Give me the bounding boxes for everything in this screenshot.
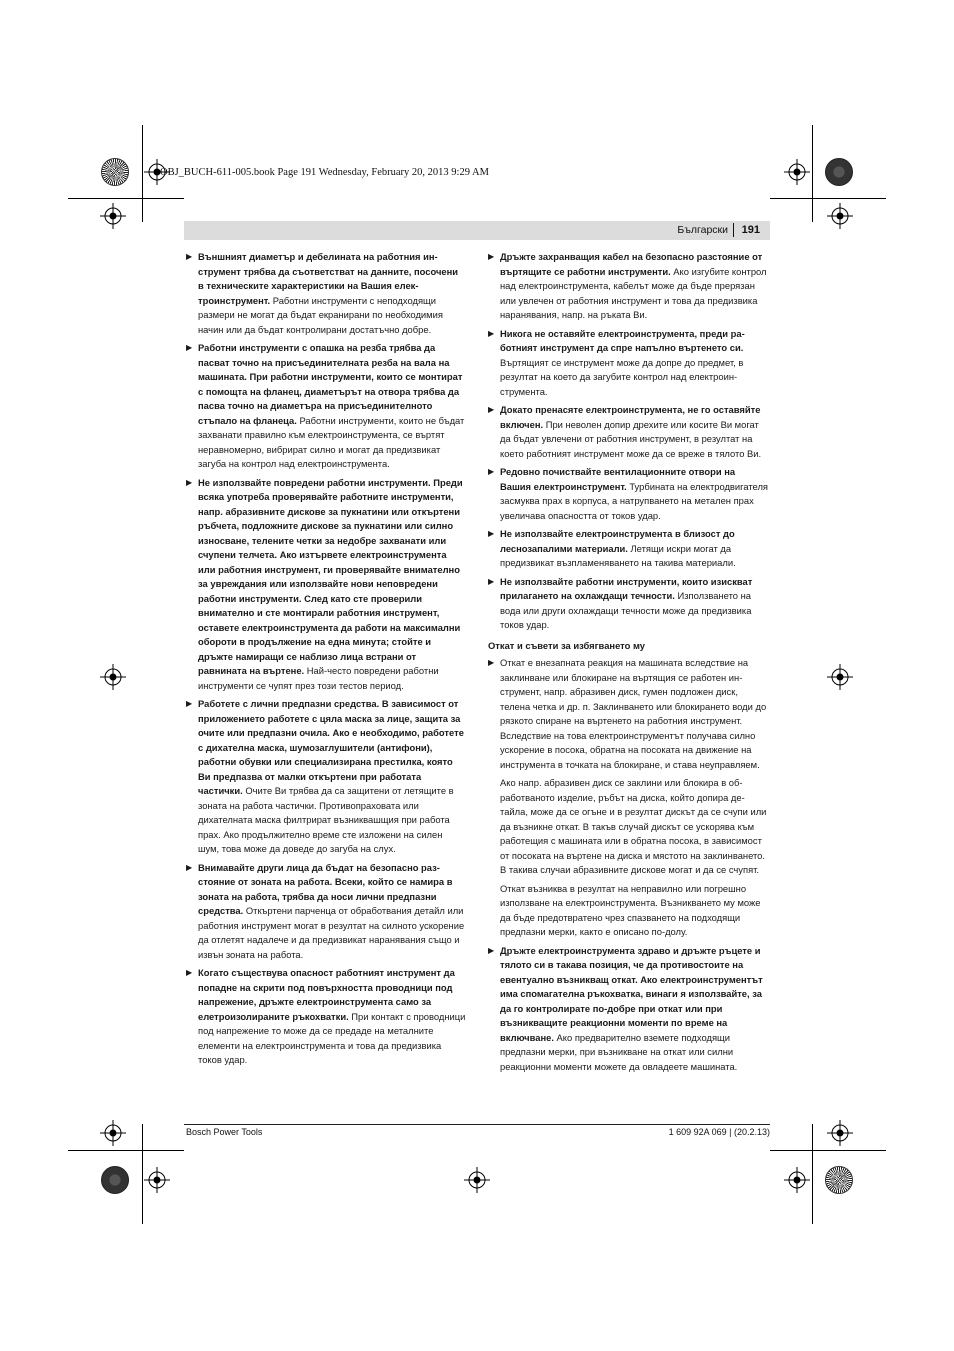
- safety-item-bold: Когато съществува опасност работният инструмент да попадне на скрити под повърхността проводници под напрежение, дръжте електроинструмента само за елетроизолираните ръкохватки.: [198, 967, 455, 1022]
- safety-item: [186, 250, 466, 337]
- triangle-bullet-icon: ▶: [488, 252, 495, 261]
- header-divider: [733, 223, 734, 237]
- crosshair-registration-icon: [100, 1120, 126, 1146]
- page-number: 191: [741, 224, 760, 236]
- triangle-bullet-icon: ▶: [488, 467, 495, 476]
- crosshair-registration-icon: [827, 1120, 853, 1146]
- crosshair-registration-icon: [100, 203, 126, 229]
- footer-doc-number: 1 609 92A 069 | (20.2.13): [668, 1127, 770, 1137]
- header-language: Български: [677, 224, 728, 236]
- crop-line-tr-h: [770, 198, 886, 199]
- triangle-bullet-icon: ▶: [488, 405, 495, 414]
- triangle-bullet-icon: ▶: [186, 343, 193, 352]
- rosette-icon: [101, 158, 129, 186]
- safety-item-text: Ако предварително вземете подходящи предпазни мерки, при възникване на откат или силни реакционни моменти можете да овладеете машината.: [500, 1031, 738, 1072]
- safety-item: [488, 327, 768, 400]
- safety-item-bold: Работни инструменти с опашка на резба трябва да пасват точно на присъединителната резба на вала на машината. При работни инструменти, които се монтират с помощта на фланец, диаметърът на отвора трябва да пасва точно на диаметъра на присъединителното стъпало на фланеца.: [198, 342, 463, 426]
- safety-item-text: При контакт с проводници под напрежение то може да се предаде на металните елементи на електроинструмента и това да предизвика токов удар.: [198, 1010, 466, 1065]
- safety-item-text: Очите Ви трябва да са защитени от летящите в зоната на работа частички. Противопраховата или дихателната маска филтрират възниквашщия при работа прах. Ако продължително време сте изложени на силен шум, това може да доведе до загуба на слух.: [198, 785, 454, 854]
- crop-line-tl-h: [68, 198, 184, 199]
- triangle-bullet-icon: ▶: [488, 576, 495, 586]
- safety-item: [488, 403, 768, 461]
- safety-item: [488, 944, 768, 1075]
- triangle-bullet-icon: ▶: [488, 328, 495, 338]
- page-header: [184, 221, 770, 240]
- safety-item-text: Най-често повредени работни инструменти се чупят през този тестов период.: [198, 665, 439, 691]
- kickback-paragraph: Ако напр. абразивен диск се заклини или блокира в обработваното изделие, ръбът на диска, който допира детайла, може да се огъне и в резултат дискът да се счупи или да възникне откат. В такъв случай дискът се ускорява към работещия с машината или в обратна посока, в зависимост от посоката на въртене на диска и мястото на заклинването. В такива случаи абразивните дискове могат и да се счупят.: [500, 777, 767, 875]
- triangle-bullet-icon: ▶: [186, 699, 193, 708]
- safety-item-text: Летящи искри могат да предизвикат възпламеняването на такива материали.: [500, 542, 736, 568]
- book-slug-line: OBJ_BUCH-611-005.book Page 191 Wednesday, February 20, 2013 9:29 AM: [160, 167, 489, 178]
- footer-brand: Bosch Power Tools: [186, 1127, 263, 1137]
- crosshair-registration-icon: [827, 664, 853, 690]
- crosshair-registration-icon: [100, 664, 126, 690]
- triangle-bullet-icon: ▶: [186, 862, 193, 872]
- safety-item-text: Турбината на електродвигателя засмуква прах в корпуса, а натрупването на метален прах увеличава опасността от токов удар.: [500, 480, 768, 521]
- safety-item-text: При неволен допир дрехите или косите Ви могат да бъдат увлечени от работния инструмент, в резултат на което работният инструмент може да се вреже в тялото Ви.: [500, 418, 762, 459]
- rosette-icon: [101, 1166, 129, 1194]
- crop-line-br-h: [770, 1150, 886, 1151]
- kickback-text: Откат е внезапната реакция на машината вследствие на заклинване или блокиране на въртящия се работен инструмент, напр. абразивен диск, гумен подложен диск, телена четка и др. п. Заклинването или блокирането води до рязкото спиране на въртенето на работния инструмент. Вследствие на това електроинструментът получава силно ускорение в посока, обратна на посоката на движение на инструмента в точката на блокиране, и става неуправляем.: [500, 657, 767, 770]
- safety-item-bold: Редовно почиствайте вентилационните отвори на Вашия електроинструмент.: [500, 466, 736, 492]
- section-heading-kickback: Откат и съвети за избягването му: [488, 639, 645, 651]
- triangle-bullet-icon: ▶: [186, 477, 193, 487]
- kickback-paragraph: Откат възниква в резултат на неправилно или погрешно използване на електроинструмента. Възникването му може да бъде предотвратено чрез спазването на подходящи предпазни мерки, както е описано по-долу.: [500, 882, 761, 937]
- crosshair-registration-icon: [784, 1167, 810, 1193]
- safety-item-bold: Дръжте захранващия кабел на безопасно разстояние от въртящите се работни инструменти.: [500, 251, 763, 277]
- safety-item: [488, 250, 768, 323]
- safety-item-bold: Внимавайте други лица да бъдат на безопасно разстояние от зоната на работа. Всеки, който се намира в зоната на работа, трябва да носи лични предпазни средства.: [198, 861, 453, 916]
- safety-item-bold: Външният диаметър и дебелината на работния инструмент трябва да съответстват на данните, посочени в техническите характеристики на Вашия електроинструмент.: [198, 251, 459, 306]
- safety-item: [186, 861, 466, 963]
- safety-item: [488, 527, 768, 571]
- crop-line-bl-v: [142, 1124, 143, 1224]
- safety-item: [186, 966, 466, 1068]
- rosette-icon: [825, 158, 853, 186]
- safety-item: [488, 465, 768, 523]
- safety-item-text: Работни инструменти, които не бъдат захванати правилно към електроинструмента, се въртят неравномерно, вибрират силно и могат да предизвикат загуба на контрол над електроинструмента.: [198, 414, 465, 469]
- crosshair-registration-icon: [827, 203, 853, 229]
- crosshair-registration-icon: [144, 1167, 170, 1193]
- safety-item-text: Използването на вода или други охлаждащи течности може да предизвика токов удар.: [500, 590, 752, 630]
- safety-item-text: Работни инструменти с неподходящи размери не могат да бъдат екранирани по необходимия начин или да бъдат контролирани достатъчно добре.: [198, 294, 443, 335]
- safety-item-text: Въртящият се инструмент може да допре до предмет, в резултат на което да загубите контрол над електроинструмента.: [500, 356, 744, 397]
- safety-item-text: Ако изгубите контрол над електроинструмента, кабелът може да бъде прерязан или увлечен от работния инструмент и това да предизвика наранявания, напр. на ръката Ви.: [500, 265, 767, 320]
- safety-item-text: Откъртени парченца от обработвания детайл или работния инструмент могат в резултат на силното ускорение да отлетят надалече и да предизвикат наранявания също и извън зоната на работа.: [198, 905, 465, 960]
- kickback-item: [488, 656, 768, 772]
- triangle-bullet-icon: ▶: [488, 658, 495, 667]
- crop-line-tr-v: [812, 125, 813, 222]
- safety-item: [186, 476, 466, 694]
- left-column: [186, 250, 466, 1072]
- crop-line-bl-h: [68, 1150, 184, 1151]
- safety-item-bold: Докато пренасяте електроинструмента, не го оставяйте включен.: [500, 404, 761, 430]
- safety-item-bold: Не използвайте повредени работни инструменти. Преди всяка употреба проверявайте работните инструменти, напр. абразивните дискове за пукнатини или откъртени ръбчета, подложните дискове за пукнатини или силно износване, телените четки за недобре захванати или счупени телчета. Ако изтървете електроинструмента или работния инструмент, ги проверявайте внимателно за увреждания или използвайте нови неповредени работни инструменти. След като сте проверили внимателно и сте монтирали работния инструмент, оставете електроинструмента да работи на максимални обороти в продължение на една минута; стойте и дръжте намиращи се наблизо лица встрани от равнината на въртене.: [198, 476, 463, 676]
- triangle-bullet-icon: ▶: [186, 252, 193, 261]
- right-column: [488, 250, 768, 1078]
- safety-item-bold: Дръжте електроинструмента здраво и дръжте ръцете и тялото си в такава позиция, че да противостоите на евентуално възникващ откат. Ако електроинструментът има спомагателна ръкохватка, винаги я използвайте, за да го контролирате по-добре при откат или при възникващите реакционни моменти по време на включване.: [500, 944, 763, 1043]
- crosshair-registration-icon: [784, 159, 810, 185]
- footer-rule: [184, 1124, 770, 1125]
- triangle-bullet-icon: ▶: [488, 529, 495, 538]
- safety-item-bold: Никога не оставяйте електроинструмента, преди работният инструмент да спре напълно въртенето си.: [500, 327, 745, 353]
- crop-line-tl-v: [142, 125, 143, 222]
- safety-item-bold: Не използвайте работни инструменти, които изискват прилагането на охлаждащи течности.: [500, 575, 753, 601]
- safety-item: [186, 697, 466, 857]
- crosshair-registration-icon: [464, 1167, 490, 1193]
- triangle-bullet-icon: ▶: [488, 945, 495, 955]
- triangle-bullet-icon: ▶: [186, 968, 193, 977]
- safety-item: [488, 575, 768, 633]
- crop-line-br-v: [812, 1124, 813, 1224]
- safety-item-bold: Не използвайте електроинструмента в близост до леснозапалими материали.: [500, 528, 735, 554]
- rosette-icon: [825, 1166, 853, 1194]
- safety-item: [186, 341, 466, 472]
- safety-item-bold: Работете с лични предпазни средства. В зависимост от приложението работете с цяла маска за лице, защита за очите или предпазни очила. Ако е необходимо, работете с дихателна маска, шумозаглушители (антифони), работни обувки или специализирана престилка, която Ви предпазва от малки откъртени при работата частички.: [198, 698, 464, 796]
